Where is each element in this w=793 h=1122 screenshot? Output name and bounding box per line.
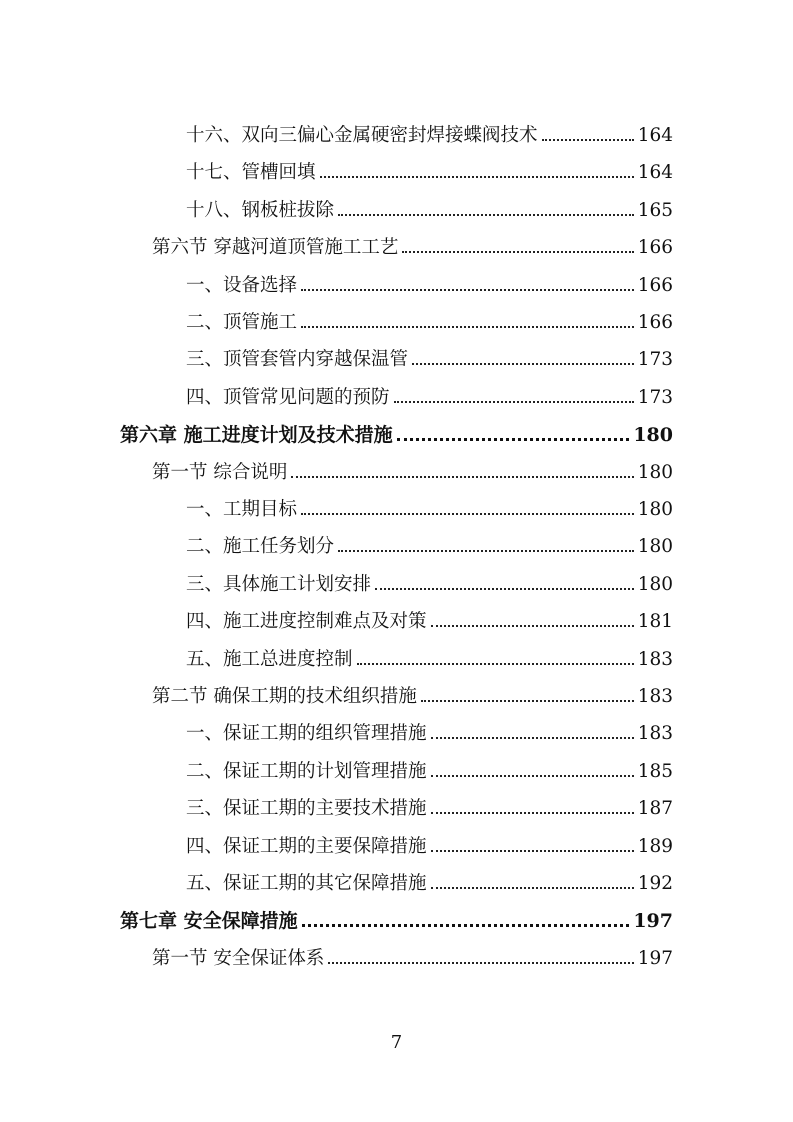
toc-entry-title: 四、顶管常见问题的预防 xyxy=(186,386,390,408)
toc-entry-page: 187 xyxy=(637,798,673,820)
dot-leader xyxy=(338,550,634,552)
toc-entry-page: 183 xyxy=(637,723,673,745)
toc-entry-title: 四、保证工期的主要保障措施 xyxy=(186,835,427,857)
toc-entry-title: 第六节 穿越河道顶管施工工艺 xyxy=(152,237,399,259)
toc-chapter-entry[interactable] xyxy=(120,420,673,450)
toc-entry-page: 166 xyxy=(637,237,673,259)
toc-entry-title: 一、工期目标 xyxy=(186,499,298,520)
dot-leader xyxy=(320,176,634,178)
dot-leader xyxy=(291,476,633,478)
toc-entry-page: 189 xyxy=(637,835,673,857)
toc-entry-page: 164 xyxy=(637,162,673,184)
dot-leader xyxy=(302,924,630,927)
dot-leader xyxy=(431,850,634,852)
toc-entry-page: 180 xyxy=(633,424,673,447)
toc-section-entry[interactable] xyxy=(152,233,673,263)
dot-leader xyxy=(301,326,634,328)
toc-item-entry[interactable] xyxy=(186,794,673,824)
toc-entry-page: 165 xyxy=(637,199,673,221)
dot-leader xyxy=(402,251,633,253)
dot-leader xyxy=(328,962,633,964)
dot-leader xyxy=(431,625,634,627)
toc-entry-page: 166 xyxy=(637,312,673,333)
toc-entry-page: 180 xyxy=(637,461,673,483)
toc-entry-title: 第一节 综合说明 xyxy=(152,461,288,483)
toc-entry-title: 十八、钢板桩拔除 xyxy=(186,199,335,221)
toc-chapter-entry[interactable] xyxy=(120,906,673,936)
toc-entry-page: 173 xyxy=(637,386,673,408)
toc-entry-title: 第六章 施工进度计划及技术措施 xyxy=(120,424,393,447)
toc-entry-title: 二、施工任务划分 xyxy=(186,536,335,558)
dot-leader xyxy=(431,737,634,739)
toc-entry-page: 180 xyxy=(637,536,673,558)
toc-entry-page: 197 xyxy=(637,947,673,969)
toc-item-entry[interactable] xyxy=(186,495,673,525)
toc-entry-title: 三、顶管套管内穿越保温管 xyxy=(186,349,409,371)
toc-entry-title: 一、设备选择 xyxy=(186,274,298,296)
toc-entry-page: 181 xyxy=(637,611,673,633)
toc-entry-title: 五、保证工期的其它保障措施 xyxy=(186,873,427,894)
toc-item-entry[interactable] xyxy=(186,570,673,600)
dot-leader xyxy=(338,214,634,216)
page-number: 7 xyxy=(390,1032,403,1053)
toc-entry-title: 一、保证工期的组织管理措施 xyxy=(186,723,427,745)
toc-entry-title: 十六、双向三偏心金属硬密封焊接蝶阀技术 xyxy=(186,125,538,146)
dot-leader xyxy=(357,663,634,665)
dot-leader xyxy=(301,513,634,515)
dot-leader xyxy=(542,139,634,141)
toc-entry-page: 180 xyxy=(637,573,673,595)
toc-item-entry[interactable] xyxy=(186,869,673,899)
toc-entry-title: 三、保证工期的主要技术措施 xyxy=(186,798,427,820)
toc-item-entry[interactable] xyxy=(186,271,673,301)
toc-item-entry[interactable] xyxy=(186,196,673,226)
toc-entry-title: 五、施工总进度控制 xyxy=(186,648,353,670)
toc-entry-title: 二、保证工期的计划管理措施 xyxy=(186,760,427,782)
toc-entry-page: 185 xyxy=(637,760,673,782)
dot-leader xyxy=(412,363,634,365)
toc-item-entry[interactable] xyxy=(186,158,673,188)
toc-entry-title: 三、具体施工计划安排 xyxy=(186,573,372,595)
toc-entry-page: 164 xyxy=(637,125,673,146)
dot-leader xyxy=(421,700,634,702)
toc-entry-page: 166 xyxy=(637,274,673,296)
toc-item-entry[interactable] xyxy=(186,645,673,675)
dot-leader xyxy=(301,289,634,291)
toc-item-entry[interactable] xyxy=(186,121,673,151)
toc-entry-title: 第二节 确保工期的技术组织措施 xyxy=(152,686,417,707)
dot-leader xyxy=(431,812,634,814)
toc-section-entry[interactable] xyxy=(152,682,673,712)
dot-leader xyxy=(431,775,634,777)
toc-section-entry[interactable] xyxy=(152,944,673,974)
toc-entry-page: 192 xyxy=(637,873,673,894)
toc-entry-title: 二、顶管施工 xyxy=(186,312,298,333)
toc-item-entry[interactable] xyxy=(186,308,673,338)
toc-item-entry[interactable] xyxy=(186,607,673,637)
dot-leader xyxy=(394,401,634,403)
toc-item-entry[interactable] xyxy=(186,383,673,413)
toc-item-entry[interactable] xyxy=(186,832,673,862)
toc-section-entry[interactable] xyxy=(152,458,673,488)
toc-entry-page: 197 xyxy=(633,910,673,933)
dot-leader xyxy=(431,887,634,889)
dot-leader xyxy=(375,588,634,590)
toc-entry-page: 180 xyxy=(637,499,673,520)
toc-item-entry[interactable] xyxy=(186,719,673,749)
toc-item-entry[interactable] xyxy=(186,532,673,562)
toc-item-entry[interactable] xyxy=(186,345,673,375)
toc-entry-title: 十七、管槽回填 xyxy=(186,162,316,184)
toc-entry-page: 183 xyxy=(637,648,673,670)
toc-entry-title: 第七章 安全保障措施 xyxy=(120,910,298,933)
toc-item-entry[interactable] xyxy=(186,757,673,787)
toc-entry-page: 173 xyxy=(637,349,673,371)
toc-entry-title: 四、施工进度控制难点及对策 xyxy=(186,611,427,633)
toc-entry-title: 第一节 安全保证体系 xyxy=(152,947,325,969)
dot-leader xyxy=(397,438,630,441)
toc-entry-page: 183 xyxy=(637,686,673,707)
